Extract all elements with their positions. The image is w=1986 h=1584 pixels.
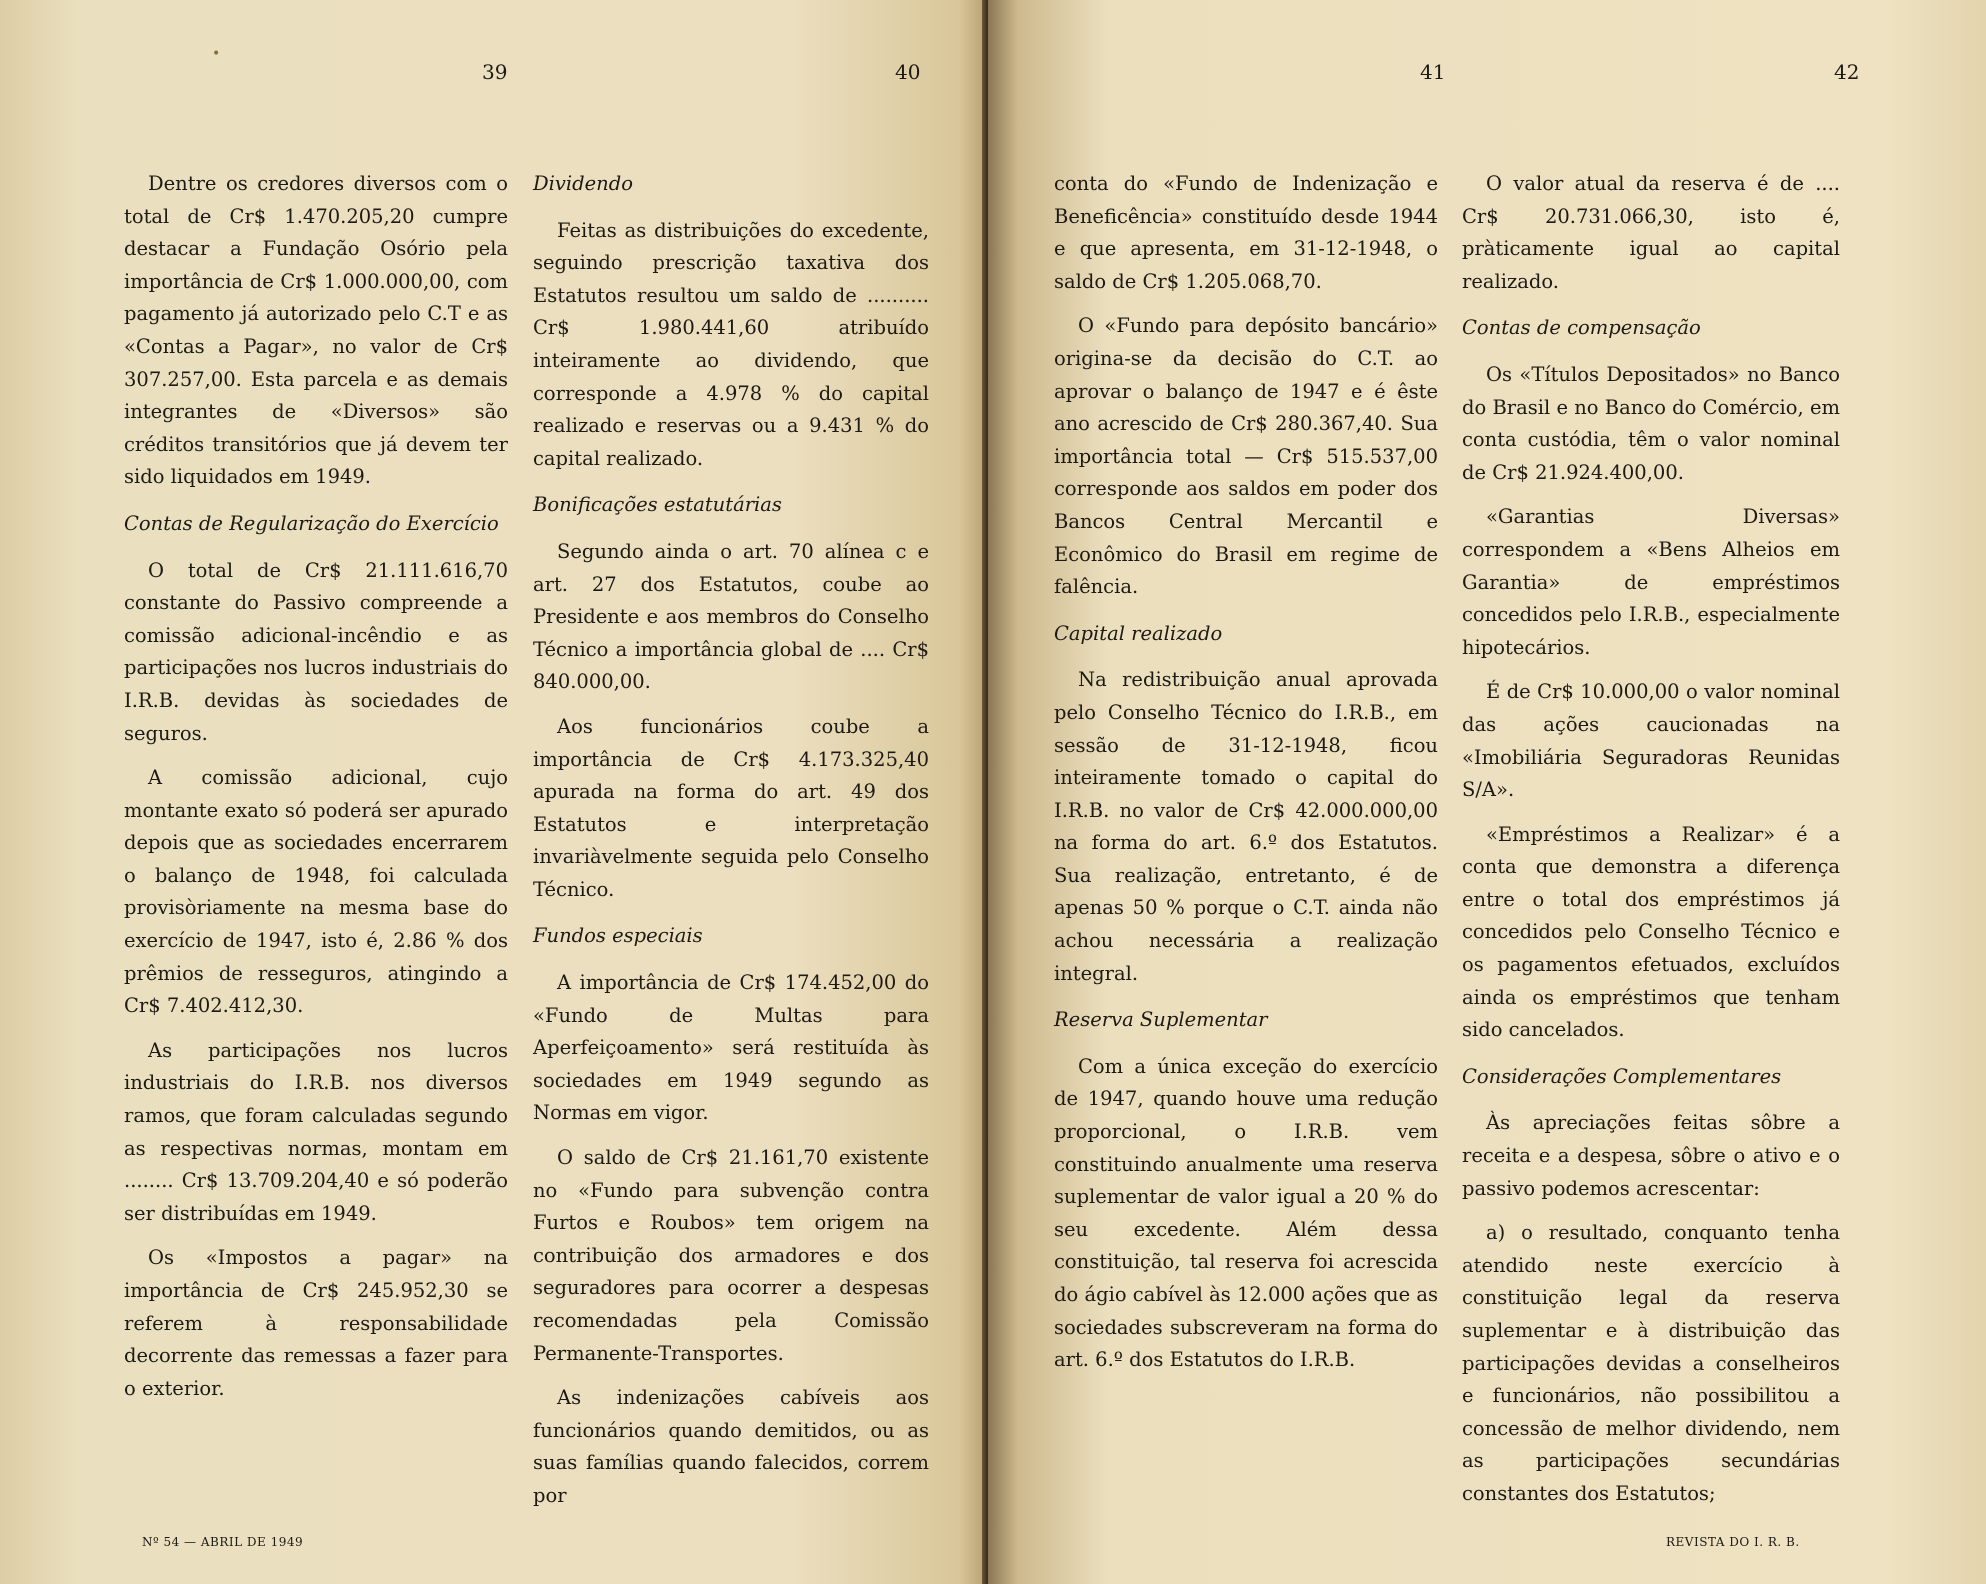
- paragraph: O valor atual da reserva é de .... Cr$ 20.731.066,30, isto é, pràticamente igual ao capital realizado.: [1462, 172, 1840, 293]
- paragraph: As participações nos lucros industriais do I.R.B. nos diversos ramos, que foram calculadas segundo as respectivas normas, montam em ........ Cr$ 13.709.204,40 e só poderão ser distribuídas em 1949.: [124, 1038, 508, 1225]
- section-heading: Bonificações estatutárias: [533, 493, 782, 517]
- column-page-42: [1462, 168, 1840, 1523]
- paragraph: O «Fundo para depósito bancário» origina-se da decisão do C.T. ao aprovar o balanço de 1947 e é êste ano acrescido de Cr$ 280.367,40. Sua importância total — Cr$ 515.537,00 corresponde aos saldos em poder dos Bancos Central Mercantil e Econômico do Brasil em regime de falência.: [1054, 314, 1438, 599]
- paragraph: «Empréstimos a Realizar» é a conta que demonstra a diferença entre o total dos empréstimos já concedidos pelo Conselho Técnico e os pagamentos efetuados, excluídos ainda os empréstimos que tenham sido cancelados.: [1462, 822, 1840, 1042]
- section-heading: Contas de Regularização do Exercício: [124, 511, 499, 535]
- paragraph: Segundo ainda o art. 70 alínea c e art. 27 dos Estatutos, coube ao Presidente e aos membros do Conselho Técnico a importância global de .... Cr$ 840.000,00.: [533, 539, 929, 694]
- paragraph: As indenizações cabíveis aos funcionários quando demitidos, ou as suas famílias quando falecidos, correm por: [533, 1386, 929, 1507]
- footer-issue: Nº 54 — ABRIL DE 1949: [142, 1535, 304, 1549]
- paragraph: Às apreciações feitas sôbre a receita e a despesa, sôbre o ativo e o passivo podemos acrescentar:: [1462, 1111, 1840, 1200]
- section-heading: Reserva Suplementar: [1054, 1008, 1268, 1032]
- section-heading: Fundos especiais: [533, 924, 703, 948]
- paragraph: «Garantias Diversas» correspondem a «Bens Alheios em Garantia» de empréstimos concedidos pelo I.R.B., especialmente hipotecários.: [1462, 505, 1840, 659]
- paragraph: O saldo de Cr$ 21.161,70 existente no «Fundo para subvenção contra Furtos e Roubos» tem origem na contribuição dos armadores e dos seguradores para ocorrer a despesas recomendadas pela Comissão Permanente-Transportes.: [533, 1146, 929, 1365]
- page-number-40: 40: [895, 60, 921, 84]
- paragraph: conta do «Fundo de Indenização e Beneficência» constituído desde 1944 e que apresenta, em 31-12-1948, o saldo de Cr$ 1.205.068,70.: [1054, 172, 1438, 293]
- column-page-39: [124, 168, 508, 1417]
- section-heading: Capital realizado: [1054, 621, 1223, 645]
- right-page: [988, 0, 1986, 1584]
- column-page-41: [1054, 168, 1438, 1389]
- column-page-40: [533, 168, 929, 1525]
- paragraph: É de Cr$ 10.000,00 o valor nominal das ações caucionadas na «Imobiliária Seguradoras Reunidas S/A».: [1462, 680, 1840, 802]
- paragraph: Os «Impostos a pagar» na importância de Cr$ 245.952,30 se referem à responsabilidade decorrente das remessas a fazer para o exterior.: [124, 1246, 508, 1400]
- paragraph: A importância de Cr$ 174.452,00 do «Fundo de Multas para Aperfeiçoamento» será restituída às sociedades em 1949 segundo as Normas em vigor.: [533, 971, 929, 1125]
- paragraph: a) o resultado, conquanto tenha atendido neste exercício à constituição legal da reserva suplementar e à distribuição das participações devidas a conselheiros e funcionários, não possibilitou a concessão de melhor dividendo, nem as participações secundárias constantes dos Estatutos;: [1462, 1221, 1840, 1505]
- paragraph: Feitas as distribuições do excedente, seguindo prescrição taxativa dos Estatutos resultou um saldo de .......... Cr$ 1.980.441,60 atribuído inteiramente ao dividendo, que corresponde a 4.978 % do capital realizado e reservas ou a 9.431 % do capital realizado.: [533, 218, 929, 470]
- left-page: [0, 0, 988, 1584]
- paragraph: Aos funcionários coube a importância de Cr$ 4.173.325,40 apurada na forma do art. 49 dos Estatutos e interpretação invariàvelmente seguida pelo Conselho Técnico.: [533, 714, 929, 901]
- section-heading: Considerações Complementares: [1462, 1064, 1782, 1088]
- page-number-42: 42: [1834, 60, 1860, 84]
- section-heading: Dividendo: [533, 172, 633, 195]
- paragraph: Os «Títulos Depositados» no Banco do Brasil e no Banco do Comércio, em conta custódia, têm o valor nominal de Cr$ 21.924.400,00.: [1462, 362, 1840, 484]
- footer-journal: REVISTA DO I. R. B.: [1666, 1535, 1800, 1549]
- section-heading: Contas de compensação: [1462, 316, 1701, 340]
- paragraph: A comissão adicional, cujo montante exato só poderá ser apurado depois que as sociedades encerrarem o balanço de 1948, foi calculada provisòriamente na mesma base do exercício de 1947, isto é, 2.86 % dos prêmios de resseguros, atingindo a Cr$ 7.402.412,30.: [124, 766, 508, 1018]
- paragraph: Na redistribuição anual aprovada pelo Conselho Técnico do I.R.B., em sessão de 31-12-1948, ficou inteiramente tomado o capital do I.R.B. no valor de Cr$ 42.000.000,00 na forma do art. 6.º dos Estatutos. Sua realização, entretanto, é de apenas 50 % porque o C.T. ainda não achou necessária a realização integral.: [1054, 668, 1438, 985]
- ink-speck: •: [212, 46, 221, 62]
- page-number-39: 39: [482, 60, 508, 84]
- paragraph: O total de Cr$ 21.111.616,70 constante do Passivo compreende a comissão adicional-incêndio e as participações nos lucros industriais do I.R.B. devidas às sociedades de seguros.: [124, 558, 508, 745]
- paragraph: Dentre os credores diversos com o total de Cr$ 1.470.205,20 cumpre destacar a Fundação Osório pela importância de Cr$ 1.000.000,00, com pagamento já autorizado pelo C.T e as «Contas a Pagar», no valor de Cr$ 307.257,00. Esta parcela e as demais integrantes de «Diversos» são créditos transitórios que já devem ter sido liquidados em 1949.: [124, 172, 508, 489]
- paragraph: Com a única exceção do exercício de 1947, quando houve uma redução proporcional, o I.R.B. vem constituindo anualmente uma reserva suplementar de valor igual a 20 % do seu excedente. Além dessa constituição, tal reserva foi acrescida do ágio cabível às 12.000 ações que as sociedades subscreveram na forma do art. 6.º dos Estatutos do I.R.B.: [1054, 1054, 1438, 1372]
- page-number-41: 41: [1420, 60, 1446, 84]
